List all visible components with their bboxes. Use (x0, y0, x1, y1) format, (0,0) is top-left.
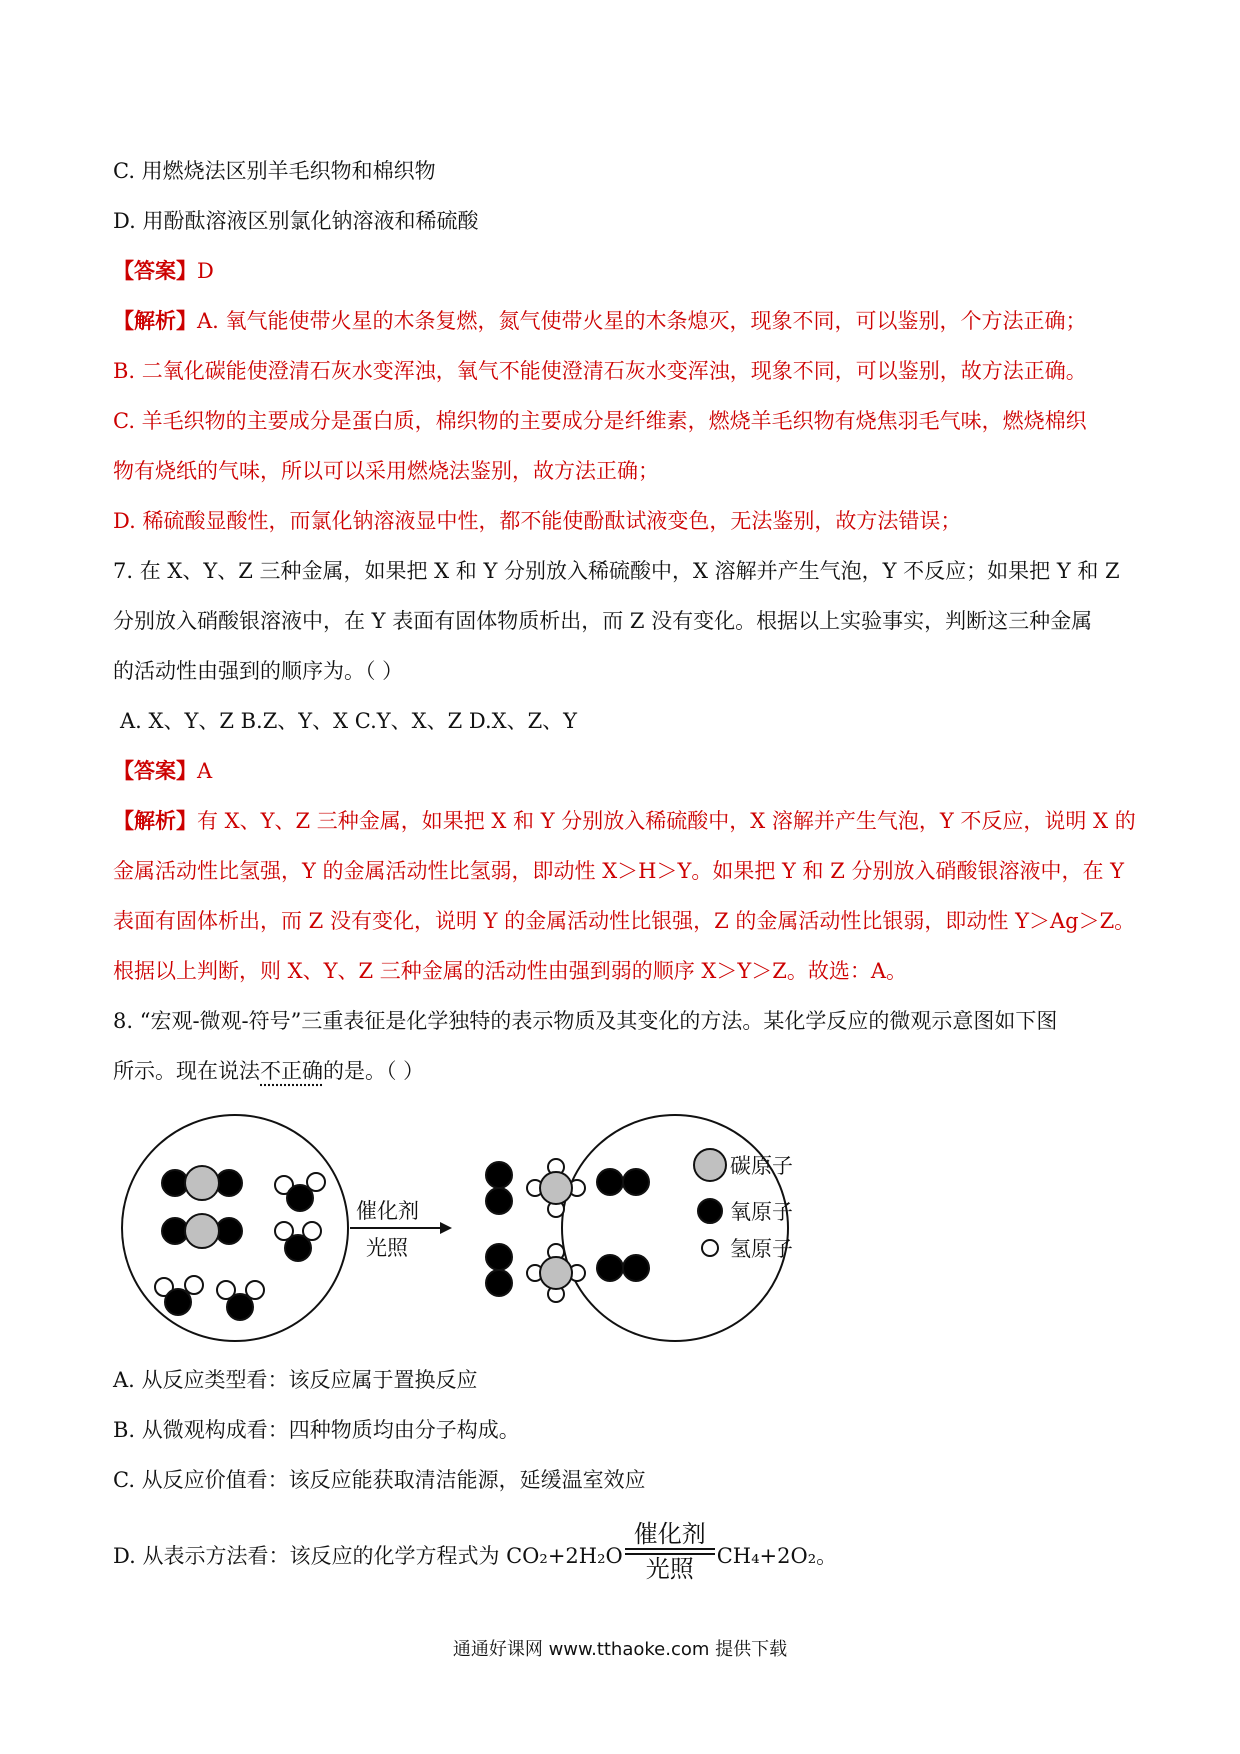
co2-molecule (162, 1166, 242, 1200)
o2-molecule (597, 1255, 649, 1281)
answer-tag: 【答案】 (113, 758, 197, 783)
answer-value: A (197, 759, 213, 783)
o2-molecule (597, 1169, 649, 1195)
q8-stem-line-2 (113, 1056, 1133, 1086)
answer-value: D (197, 259, 214, 283)
q6-analysis-line-1 (113, 306, 1133, 336)
q7-stem-line-2: 分别放入硝酸银溶液中，在 Y 表面有固体物质析出，而 Z 没有变化。根据以上实验事实，判断这三种金属 (113, 609, 1093, 633)
q8-option-b: B. 从微观构成看：四种物质均由分子构成。 (113, 1418, 520, 1442)
emphasis-not-correct: 不正确 (260, 1059, 323, 1083)
reaction-diagram (120, 1110, 820, 1350)
oxygen-legend-marker (698, 1199, 722, 1223)
q8-stem-line-1: 8. “宏观-微观-符号”三重表征是化学独特的表示物质及其变化的方法。某化学反应的微观示意图如下图 (113, 1009, 1058, 1033)
legend-hydrogen-label: 氢原子 (730, 1237, 793, 1261)
carbon-legend-marker (694, 1149, 726, 1181)
h2o-molecule (217, 1281, 264, 1320)
products-circle (562, 1115, 788, 1341)
q7-stem-line-3: 的活动性由强到的顺序为。（ ） (113, 659, 404, 683)
option-d-suffix: CH₄+2O₂。 (716, 1543, 838, 1568)
q6-analysis-line-2: B. 二氧化碳能使澄清石灰水变浑浊，氧气不能使澄清石灰水变浑浊，现象不同，可以鉴别，故方法正确。 (113, 359, 1087, 383)
analysis-text: A. 氧气能使带火星的木条复燃，氮气使带火星的木条熄灭，现象不同，可以鉴别，个方法正确； (197, 309, 1087, 333)
option-d-prefix: D. 从表示方法看：该反应的化学方程式为 CO₂+2H₂O (113, 1543, 623, 1568)
hydrogen-legend-marker (702, 1240, 718, 1256)
q7-answer (113, 756, 1133, 786)
analysis-tag: 【解析】 (113, 808, 197, 833)
analysis-tag: 【解析】 (113, 308, 197, 333)
h2o-molecule (275, 1222, 321, 1261)
condition-catalyst: 催化剂 (633, 1520, 706, 1548)
answer-tag: 【答案】 (113, 258, 197, 283)
q7-stem-line-1: 7. 在 X、Y、Z 三种金属，如果把 X 和 Y 分别放入稀硫酸中，X 溶解并产生气泡，Y 不反应；如果把 Y 和 Z (113, 559, 1120, 583)
o2-molecule (486, 1162, 512, 1214)
q6-option-c: C. 用燃烧法区别羊毛织物和棉织物 (113, 159, 436, 183)
q8-option-d (113, 1520, 1133, 1587)
reaction-condition (625, 1520, 715, 1583)
h2o-molecule (275, 1173, 325, 1211)
q8-option-a: A. 从反应类型看：该反应属于置换反应 (113, 1368, 478, 1392)
o2-molecule (486, 1244, 512, 1296)
q6-analysis-line-5: D. 稀硫酸显酸性，而氯化钠溶液显中性，都不能使酚酞试液变色，无法鉴别，故方法错误； (113, 509, 962, 533)
page-footer: 通通好课网 www.tthaoke.com 提供下载 (452, 1639, 788, 1660)
legend-oxygen-label: 氧原子 (730, 1200, 793, 1224)
stem-text: 的是。（ ） (323, 1059, 425, 1083)
q8-option-c: C. 从反应价值看：该反应能获取清洁能源，延缓温室效应 (113, 1468, 646, 1492)
condition-light: 光照 (645, 1555, 694, 1583)
ch4-molecule (527, 1159, 585, 1217)
q6-option-d: D. 用酚酞溶液区别氯化钠溶液和稀硫酸 (113, 209, 479, 233)
q6-analysis-line-4: 物有烧纸的气味，所以可以采用燃烧法鉴别，故方法正确； (113, 459, 659, 483)
co2-molecule (162, 1214, 242, 1248)
arrow-condition-top: 催化剂 (356, 1199, 419, 1223)
arrow-condition-bottom: 光照 (366, 1236, 408, 1260)
q7-analysis-line-3: 表面有固体析出，而 Z 没有变化，说明 Y 的金属活动性比银强，Z 的金属活动性比银弱，即动性 Y＞Ag＞Z。 (113, 909, 1136, 933)
stem-text: 所示。现在说法 (113, 1059, 260, 1083)
q6-answer (113, 256, 1133, 286)
q7-analysis-line-1 (113, 806, 1136, 836)
q7-analysis-line-4: 根据以上判断，则 X、Y、Z 三种金属的活动性由强到弱的顺序 X＞Y＞Z。故选：A。 (113, 959, 907, 983)
equals-double-line (625, 1548, 715, 1555)
analysis-text: 有 X、Y、Z 三种金属，如果把 X 和 Y 分别放入稀硫酸中，X 溶解并产生气泡，Y 不反应，说明 X 的 (197, 809, 1136, 833)
legend-carbon-label: 碳原子 (730, 1154, 793, 1178)
ch4-molecule (527, 1244, 585, 1302)
arrow-head-icon (440, 1222, 452, 1234)
q7-analysis-line-2: 金属活动性比氢强，Y 的金属活动性比氢弱，即动性 X＞H＞Y。如果把 Y 和 Z 分别放入硝酸银溶液中，在 Y (113, 859, 1125, 883)
q6-analysis-line-3: C. 羊毛织物的主要成分是蛋白质，棉织物的主要成分是纤维素，燃烧羊毛织物有烧焦羽毛气味，燃烧棉织 (113, 409, 1087, 433)
h2o-molecule (155, 1276, 203, 1315)
q7-options: A. X、Y、Z B.Z、Y、X C.Y、X、Z D.X、Z、Y (120, 709, 578, 733)
